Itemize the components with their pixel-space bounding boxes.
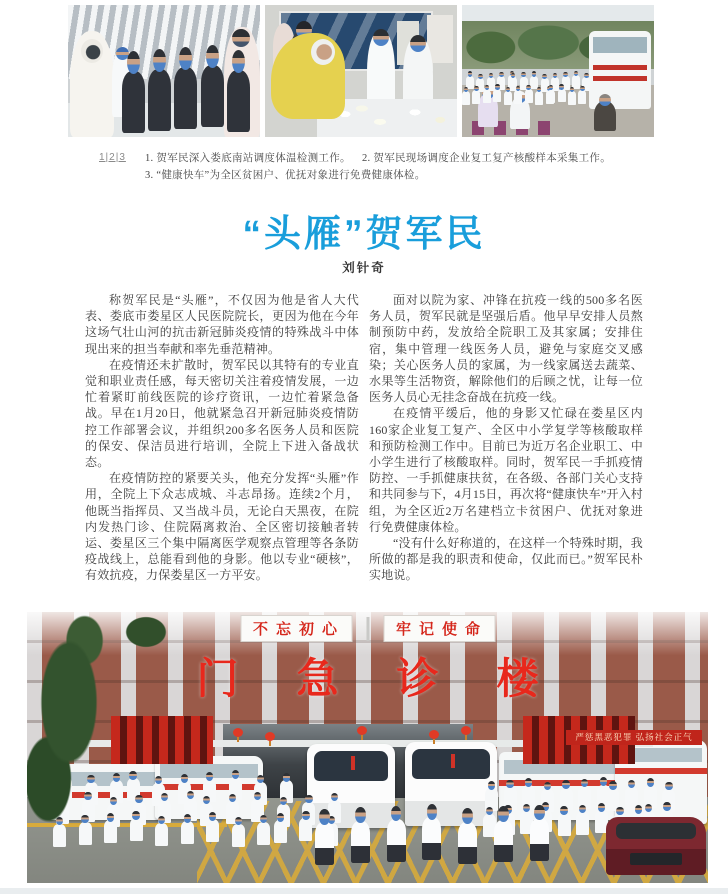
person-figure xyxy=(558,806,571,836)
paragraph: “没有什么好称道的，在这样一个特殊时期，我所做的都是我的职责和使命，仅此而已。”贺军民朴实地说。 xyxy=(369,536,643,583)
photo-caption-1: 1. 贺军民深入娄底南站调度体温检测工作。 xyxy=(145,153,351,164)
person-figure xyxy=(422,804,441,860)
person-figure xyxy=(525,85,533,103)
tree-graphic xyxy=(27,614,121,834)
roof-sign-left: 不忘初心 xyxy=(240,615,352,642)
article-body xyxy=(85,292,643,584)
photo-station-temperature-check xyxy=(68,5,260,137)
person-figure xyxy=(458,808,477,864)
article-author: 刘针奇 xyxy=(342,261,386,275)
photo-sample-collection xyxy=(265,5,457,137)
photo-health-express-checkup xyxy=(462,5,654,137)
medical-staff-front-row xyxy=(319,781,551,865)
person-figure xyxy=(387,806,406,862)
person-figure xyxy=(181,814,194,844)
person-figure xyxy=(578,86,586,104)
photo-caption-2: 2. 贺军民现场调度企业复工复产核酸样本采集工作。 xyxy=(362,153,611,164)
paragraph: 在疫情防控的紧要关头，他充分发挥“头雁”作用，全院上下众志成城、斗志昂扬。连续2个月，他既当指挥员、又当战斗员，无论白天黑夜，在院内发热门诊、住院隔离救治、全区密切接触者转运、娄星区三个集中隔离医学观察点管理等各条防疫战线上，总能看到他的身影。他以专业“硬核”，有效抗疫，力保娄星区一方平安。 xyxy=(85,471,359,583)
roof-banner xyxy=(240,615,495,642)
person-figure xyxy=(558,84,566,102)
person-figure xyxy=(201,45,224,127)
person-figure xyxy=(274,813,287,843)
paragraph: 在疫情平缓后，他的身影又忙碌在娄星区内160家企业复工复产、全区中小学复学等核酸取样和预防检测工作中。目前已为近万名企业职工、中小学生进行了核酸取样。同时，贺军民一手抓疫情防控、一手抓健康扶贫，在各级、各部门关心支持和共同参与下，4月15日，再次将“健康快车”开入村组，为全区近2万名建档立卡贫困户、优抚对象进行免费健康体检。 xyxy=(369,406,643,534)
yellow-ppe-person-graphic xyxy=(271,33,345,119)
person-figure xyxy=(535,87,543,105)
red-lantern-graphic xyxy=(233,728,243,737)
anti-crime-banner: 严惩黑恶犯罪 弘扬社会正气 xyxy=(566,730,702,745)
crowd-graphic xyxy=(466,63,592,105)
ppe-suit-person-graphic xyxy=(70,31,114,137)
red-lantern-graphic xyxy=(429,730,439,739)
red-car-graphic xyxy=(606,817,706,875)
person-figure xyxy=(299,811,312,841)
person-figure xyxy=(483,85,491,103)
roof-sign-divider xyxy=(366,617,369,641)
person-figure xyxy=(547,85,555,103)
officials-group-graphic xyxy=(126,33,238,133)
paragraph: 面对以院为家、冲锋在抗疫一线的500多名医务人员，贺军民就是坚强后盾。他早早安排人员熬制预防中药，发放给全院职工及其家属；安排住宿，集中管理一线医务人员，避免与家庭交叉感染；关心医务人员的家属，为一线家属送去蔬菜、水果等生活物资，解除他们的后顾之忧，让每一位医务人员心无挂念奋战在抗疫一线。 xyxy=(369,293,643,405)
person-figure xyxy=(174,47,197,129)
article-title: “头雁”贺军民 xyxy=(242,213,486,254)
person-figure xyxy=(257,815,270,845)
person-figure xyxy=(576,805,589,835)
person-figure xyxy=(351,807,370,863)
person-figure xyxy=(232,817,245,847)
left-column xyxy=(85,292,359,584)
page-edge-shadow xyxy=(0,888,728,894)
person-figure xyxy=(530,805,549,861)
person-figure xyxy=(514,86,522,104)
top-photo-strip xyxy=(68,5,654,137)
patient-figure-graphic xyxy=(594,101,616,131)
person-figure xyxy=(493,84,501,102)
person-figure xyxy=(206,812,219,842)
paragraph: 称贺军民是“头雁”，不仅因为他是省人大代表、娄底市娄星区人民医院院长，更因为他在今年这场气壮山河的抗击新冠肺炎疫情的特殊战斗中体现出来的担当奉献和率先垂范精神。 xyxy=(85,293,359,356)
building-sign-text: 门急诊楼 xyxy=(196,655,597,702)
right-column xyxy=(369,292,643,584)
person-figure xyxy=(130,811,143,841)
bottom-photo-hospital-oath xyxy=(27,612,708,883)
photo-index-label: 1|2|3 xyxy=(99,152,126,163)
person-figure xyxy=(504,87,512,105)
roof-sign-right: 牢记使命 xyxy=(383,615,495,642)
person-figure xyxy=(122,51,145,133)
red-lantern-graphic xyxy=(461,726,471,735)
photo-caption-3: 3. “健康快车”为全区贫困户、优抚对象进行免费健康体检。 xyxy=(145,170,426,181)
person-figure xyxy=(568,87,576,105)
person-figure xyxy=(472,86,480,104)
person-figure xyxy=(315,809,334,865)
paragraph: 在疫情还未扩散时，贺军民以其特有的专业直觉和职业责任感，每天密切关注着疫情发展，一边忙着紧盯前线医院的诊疗资讯，一边忙着紧急备战。早在1月20日，他就紧急召开新冠肺炎疫情防控工作部署会议，并组织200多名医务人员和医院的保安、保洁员进行培训，全院上下进入备战状态。 xyxy=(85,357,359,470)
person-figure xyxy=(462,87,470,105)
red-lantern-graphic xyxy=(265,732,275,741)
person-figure xyxy=(148,49,171,131)
person-figure xyxy=(227,50,250,132)
person-figure xyxy=(155,816,168,846)
red-lantern-graphic xyxy=(357,726,367,735)
person-figure xyxy=(494,806,513,862)
